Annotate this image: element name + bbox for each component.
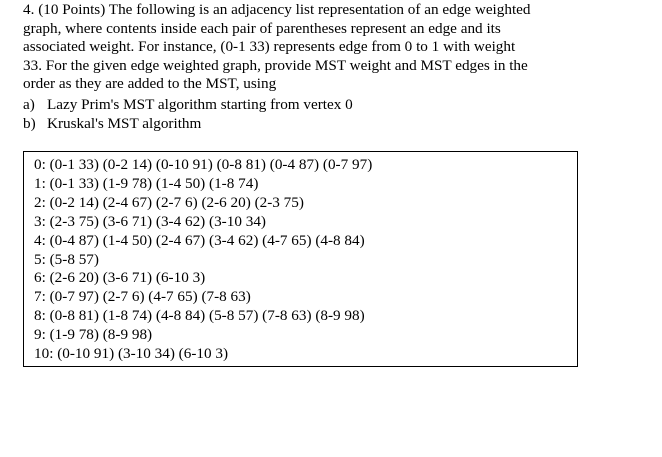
adjacency-row-7: 7: (0-7 97) (2-7 6) (4-7 65) (7-8 63) xyxy=(34,288,251,306)
part-letter: b) xyxy=(23,115,36,132)
question-line: associated weight. For instance, (0-1 33) represents edge from 0 to 1 with weight xyxy=(23,38,516,56)
question-parts xyxy=(23,95,353,133)
adjacency-list xyxy=(34,156,372,364)
adjacency-row-2: 2: (0-2 14) (2-4 67) (2-7 6) (2-6 20) (2-3 75) xyxy=(34,193,304,211)
adjacency-row-8: 8: (0-8 81) (1-8 74) (4-8 84) (5-8 57) (7-8 63) (8-9 98) xyxy=(34,307,365,325)
adjacency-row-9: 9: (1-9 78) (8-9 98) xyxy=(34,326,153,344)
question-line: order as they are added to the MST, using xyxy=(23,75,277,93)
part-a xyxy=(23,95,353,114)
adjacency-row-0: 0: (0-1 33) (0-2 14) (0-10 91) (0-8 81) (0-4 87) (0-7 97) xyxy=(34,156,373,173)
question-line: 33. For the given edge weighted graph, provide MST weight and MST edges in the xyxy=(23,56,528,74)
part-text: Kruskal's MST algorithm xyxy=(47,115,202,132)
adjacency-row-5: 5: (5-8 57) xyxy=(34,250,99,268)
adjacency-row-4: 4: (0-4 87) (1-4 50) (2-4 67) (3-4 62) (4-7 65) (4-8 84) xyxy=(34,231,365,249)
adjacency-row-6: 6: (2-6 20) (3-6 71) (6-10 3) xyxy=(34,269,206,287)
adjacency-row-10: 10: (0-10 91) (3-10 34) (6-10 3) xyxy=(34,345,229,363)
part-letter: a) xyxy=(23,96,35,113)
question-line: graph, where contents inside each pair of parentheses represent an edge and its xyxy=(23,19,501,37)
adjacency-list-box xyxy=(23,151,578,367)
part-b xyxy=(23,114,353,133)
adjacency-row-3: 3: (2-3 75) (3-6 71) (3-4 62) (3-10 34) xyxy=(34,212,266,230)
question-text xyxy=(23,1,653,94)
part-text: Lazy Prim's MST algorithm starting from vertex 0 xyxy=(47,96,353,113)
question-line: 4. (10 Points) The following is an adjacency list representation of an edge weighted xyxy=(23,1,531,18)
adjacency-row-1: 1: (0-1 33) (1-9 78) (1-4 50) (1-8 74) xyxy=(34,174,259,192)
